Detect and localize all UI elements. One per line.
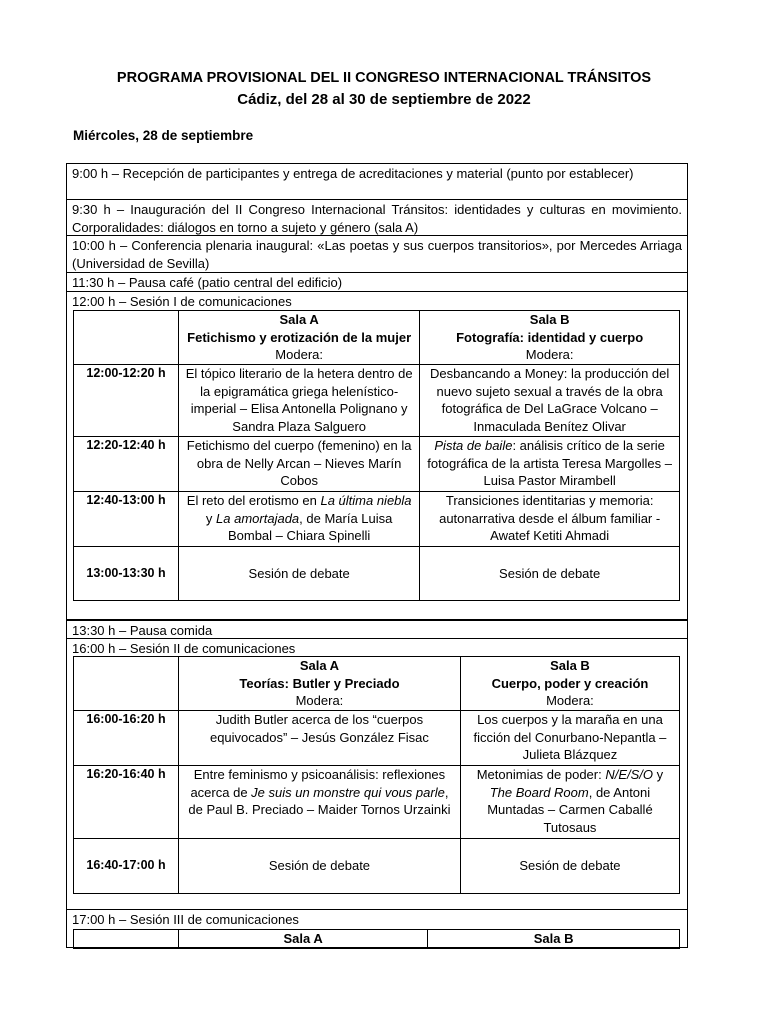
debate-cell: Sesión de debate xyxy=(420,547,680,601)
topic-label: Fetichismo y erotización de la mujer xyxy=(187,329,412,345)
moderator-label: Modera: xyxy=(275,347,323,362)
session-1-table xyxy=(73,310,680,601)
debate-cell: Sesión de debate xyxy=(460,839,679,894)
time-cell: 13:00-13:30 h xyxy=(74,547,179,601)
debate-cell: Sesión de debate xyxy=(179,839,461,894)
sala-label: Sala B xyxy=(550,658,590,673)
talk-cell xyxy=(179,492,420,547)
talk-text: y xyxy=(205,510,217,526)
sala-label: Sala B xyxy=(529,312,570,327)
talk-cell: Transiciones identitarias y memoria: autonarrativa desde el álbum familiar - Awatef Ketiti Ahmadi xyxy=(420,492,680,547)
s1-sala-b-header xyxy=(420,311,680,365)
talk-cell xyxy=(179,766,461,839)
s2-sala-a-header xyxy=(179,657,461,711)
row-1700: 17:00 h – Sesión III de comunicaciones xyxy=(72,912,299,927)
document-title: PROGRAMA PROVISIONAL DEL II CONGRESO INTERNACIONAL TRÁNSITOS xyxy=(116,70,652,86)
row-1200: 12:00 h – Sesión I de comunicaciones xyxy=(66,292,688,620)
moderator-label: Modera: xyxy=(295,693,344,708)
row-1600: 16:00 h – Sesión II de comunicaciones xyxy=(66,639,688,910)
italic-title: The Board Room xyxy=(489,784,589,800)
italic-title: N/E/S/O xyxy=(605,767,654,782)
row-0930: 9:30 h – Inauguración del II Congreso Internacional Tránsitos: identidades y culturas en movimiento. Corporalidades: diálogos en torno a sujeto y género (sala A) xyxy=(66,200,688,236)
talk-cell: Los cuerpos y la maraña en una ficción del Conurbano-Nepantla – Julieta Blázquez xyxy=(460,711,679,766)
talk-text: : análisis crítico de la serie fotográfica de la artista Teresa Margolles – Luisa Pastor Mirambell xyxy=(427,438,673,488)
italic-title: Je suis un monstre qui vous parle xyxy=(251,784,445,800)
topic-label: Teorías: Butler y Preciado xyxy=(239,675,400,691)
topic-label: Cuerpo, poder y creación xyxy=(491,675,649,691)
session-3-table xyxy=(73,929,680,949)
session-2-table xyxy=(73,656,680,894)
talk-cell xyxy=(460,766,679,839)
row-0900: 9:00 h – Recepción de participantes y entrega de acreditaciones y material (punto por establecer) xyxy=(66,164,688,200)
s2-sala-b-header xyxy=(460,657,679,711)
italic-title: La última niebla xyxy=(320,493,412,508)
row-1330: 13:30 h – Pausa comida xyxy=(66,620,688,639)
talk-text: Entre feminismo y psicoanálisis: reflexiones acerca de xyxy=(190,767,446,800)
talk-text: , de Paul B. Preciado – Maider Tornos Urzainki xyxy=(188,784,451,817)
talk-cell: Desbancando a Money: la producción del nuevo sujeto sexual a través de la obra fotográfica de Del LaGrace Volcano – Inmaculada Benítez Olivar xyxy=(420,365,680,437)
italic-title: La amortajada xyxy=(216,510,300,526)
time-cell: 12:20-12:40 h xyxy=(74,437,179,492)
corner-cell xyxy=(74,657,179,711)
moderator-label: Modera: xyxy=(546,693,594,708)
debate-cell: Sesión de debate xyxy=(179,547,420,601)
talk-cell: Fetichismo del cuerpo (femenino) en la obra de Nelly Arcan – Nieves Marín Cobos xyxy=(179,437,420,492)
talk-text: , de Antoni Muntadas – Carmen Caballé Tutosaus xyxy=(487,784,653,835)
s3-sala-b-header: Sala B xyxy=(428,930,680,949)
row-1000: 10:00 h – Conferencia plenaria inaugural: «Las poetas y sus cuerpos transitorios», por Mercedes Arriaga (Universidad de Sevilla) xyxy=(66,236,688,273)
sala-label: Sala A xyxy=(279,312,319,327)
talk-text: Metonimias de poder: xyxy=(476,767,606,782)
time-cell: 12:40-13:00 h xyxy=(74,492,179,547)
time-cell: 16:00-16:20 h xyxy=(74,711,179,766)
time-cell: 12:00-12:20 h xyxy=(74,365,179,437)
moderator-label: Modera: xyxy=(525,347,574,362)
s1-sala-a-header xyxy=(179,311,420,365)
talk-cell xyxy=(420,437,680,492)
talk-cell: Judith Butler acerca de los “cuerpos equivocados” – Jesús González Fisac xyxy=(179,711,461,766)
day-heading: Miércoles, 28 de septiembre xyxy=(73,128,254,143)
corner-cell xyxy=(74,311,179,365)
talk-cell: El tópico literario de la hetera dentro de la epigramática griega helenístico-imperial – Elisa Antonella Polignano y Sandra Plaza Salguero xyxy=(179,365,420,437)
talk-text: El reto del erotismo en xyxy=(186,493,321,508)
row-1130: 11:30 h – Pausa café (patio central del edificio) xyxy=(66,273,688,292)
sala-label: Sala A xyxy=(299,658,340,673)
corner-cell xyxy=(74,930,179,949)
time-cell: 16:20-16:40 h xyxy=(74,766,179,839)
s3-sala-a-header: Sala A xyxy=(179,930,428,949)
talk-text: , de María Luisa Bombal – Chiara Spinelli xyxy=(227,510,393,543)
topic-label: Fotografía: identidad y cuerpo xyxy=(456,329,644,345)
talk-text: y xyxy=(653,767,664,782)
time-cell: 16:40-17:00 h xyxy=(74,839,179,894)
document-subtitle: Cádiz, del 28 al 30 de septiembre de 2022 xyxy=(237,91,531,108)
italic-title: Pista de baile xyxy=(434,438,513,453)
